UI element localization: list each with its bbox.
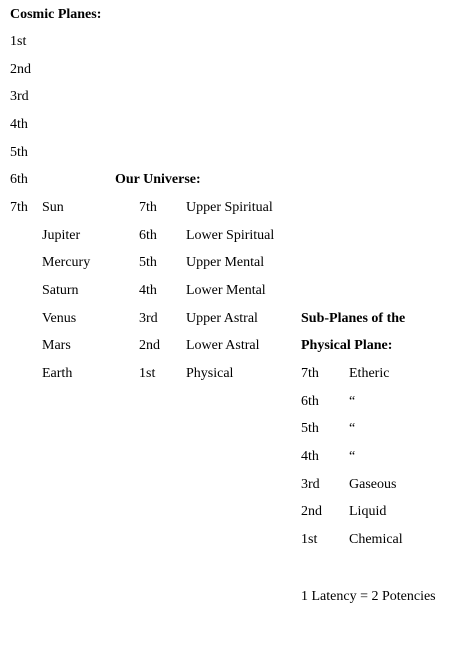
subplane-row-name: Liquid <box>349 504 387 519</box>
subplane-row-num: 1st <box>301 532 318 547</box>
universe-row-name: Upper Spiritual <box>186 200 273 215</box>
universe-row-name: Lower Mental <box>186 283 266 298</box>
cosmic-level-2: 2nd <box>10 62 31 77</box>
subplane-row-num: 2nd <box>301 504 322 519</box>
body-jupiter: Jupiter <box>42 228 81 243</box>
subplane-row-name: “ <box>349 421 356 436</box>
universe-row-name: Upper Mental <box>186 255 265 270</box>
universe-row-num: 2nd <box>139 338 160 353</box>
universe-row-name: Upper Astral <box>186 311 258 326</box>
our-universe-title: Our Universe: <box>115 172 201 187</box>
cosmic-level-4: 4th <box>10 117 28 132</box>
subplane-row-name: “ <box>349 394 356 409</box>
subplanes-title-line2: Physical Plane: <box>301 338 393 353</box>
body-venus: Venus <box>42 311 77 326</box>
cosmic-planes-title: Cosmic Planes: <box>10 7 102 22</box>
universe-row-num: 5th <box>139 255 157 270</box>
universe-row-name: Lower Astral <box>186 338 260 353</box>
body-sun: Sun <box>42 200 64 215</box>
universe-row-name: Lower Spiritual <box>186 228 275 243</box>
universe-row-num: 7th <box>139 200 157 215</box>
subplane-row-num: 4th <box>301 449 319 464</box>
body-saturn: Saturn <box>42 283 79 298</box>
subplane-row-num: 6th <box>301 394 319 409</box>
subplane-row-num: 7th <box>301 366 319 381</box>
subplane-row-num: 5th <box>301 421 319 436</box>
body-mercury: Mercury <box>42 255 91 270</box>
cosmic-level-1: 1st <box>10 34 27 49</box>
cosmic-level-6: 6th <box>10 172 28 187</box>
universe-row-num: 1st <box>139 366 156 381</box>
cosmic-level-7: 7th <box>10 200 28 215</box>
subplane-row-num: 3rd <box>301 477 320 492</box>
cosmic-level-3: 3rd <box>10 89 29 104</box>
subplane-row-name: Gaseous <box>349 477 397 492</box>
universe-row-num: 6th <box>139 228 157 243</box>
subplanes-title-line1: Sub-Planes of the <box>301 311 406 326</box>
cosmic-level-5: 5th <box>10 145 28 160</box>
universe-row-num: 4th <box>139 283 157 298</box>
subplane-row-name: “ <box>349 449 356 464</box>
body-mars: Mars <box>42 338 71 353</box>
subplane-row-name: Etheric <box>349 366 390 381</box>
latency-footnote: 1 Latency = 2 Potencies <box>301 589 436 604</box>
body-earth: Earth <box>42 366 73 381</box>
universe-row-name: Physical <box>186 366 234 381</box>
universe-row-num: 3rd <box>139 311 158 326</box>
subplane-row-name: Chemical <box>349 532 403 547</box>
